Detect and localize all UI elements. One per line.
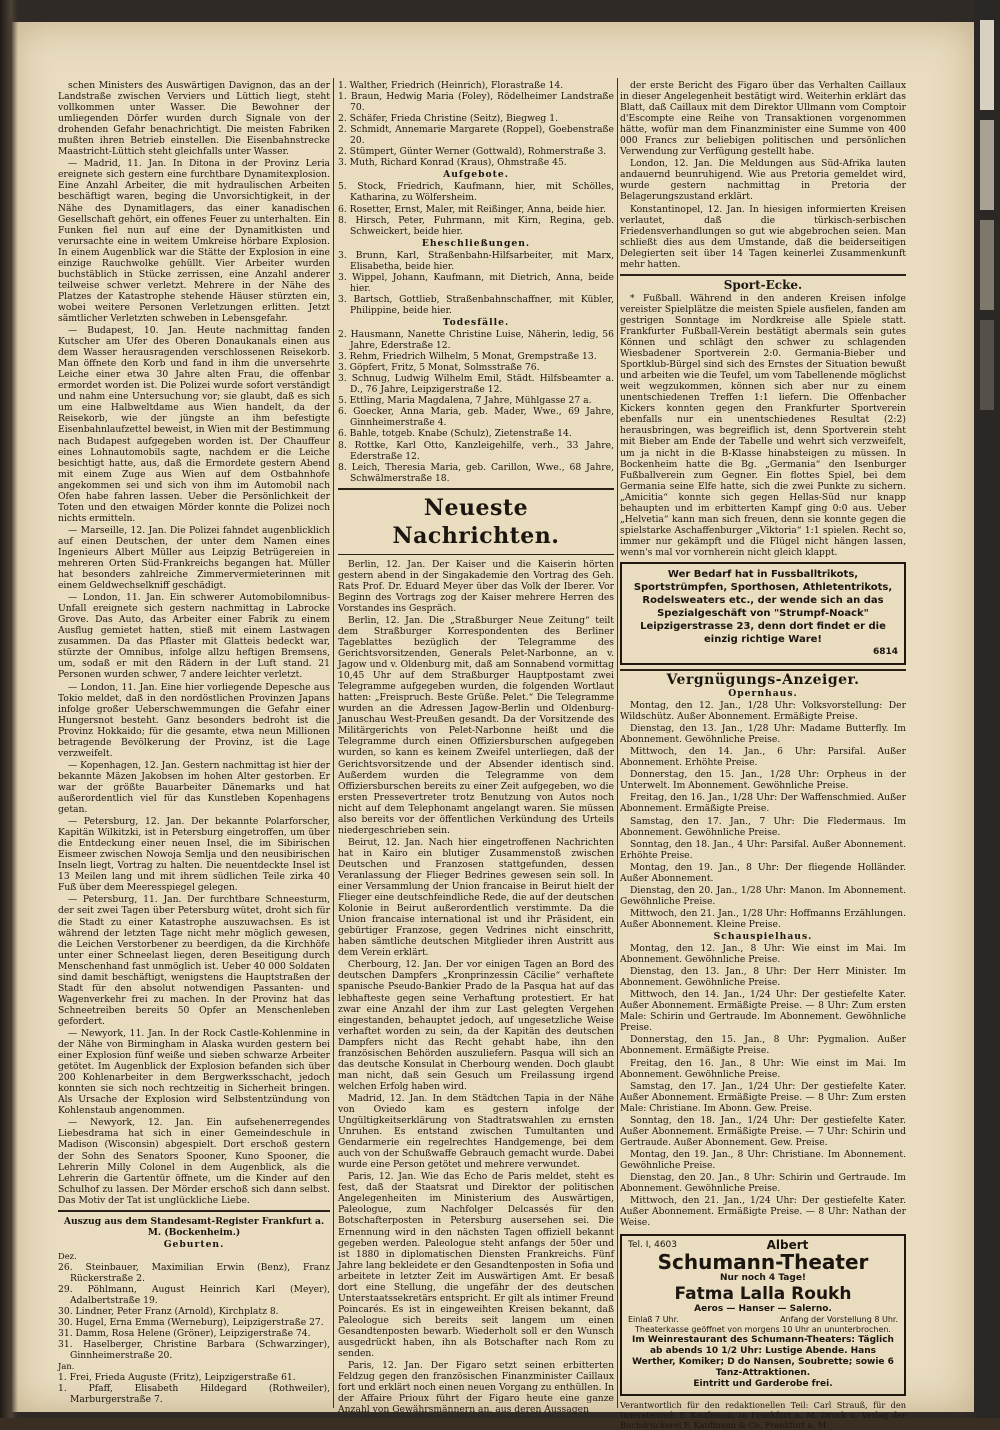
strumpf-noack-ad (620, 562, 906, 665)
theater-name: Schumann-Theater (657, 1250, 869, 1275)
geburten-heading: Geburten. (163, 1238, 225, 1250)
list-item: 1. Frei, Frieda Auguste (Fritz), Leipzigerstraße 61. (58, 1372, 296, 1384)
list-item: 2. Stümpert, Günter Werner (Gottwald), Rohmerstraße 3. (338, 146, 607, 158)
article-paragraph: — London, 11. Jan. Ein schwerer Automobilomnibus-Unfall ereignete sich gestern nachmittag in Labrocke Grove. Das Auto, das Arbeiter einer Fabrik zu einem Ausflug gemietet hatten, stieß mit einem Lastwagen zusammen. Da das Pflaster mit Glatteis bedeckt war, stürzte der Omnibus, infolge allzu heftigen Bremsens, um, sodaß er mit den Rädern in der Luft stand. 21 Personen wurden schwer, 7 andere leichter verletzt. (58, 592, 330, 681)
list-item: 3. Brunn, Karl, Straßenbahn-Hilfsarbeiter, mit Marx, Elisabetha, beide hier. (338, 249, 614, 272)
article-paragraph: — Kopenhagen, 12. Jan. Gestern nachmittag ist hier der bekannte Mäzen Jakobsen im hohen Alter gestorben. Er war der größte Bauarbeiter Dänemarks und hat außerordentlich viel für das Kunstleben Kopenhagens getan. (58, 759, 330, 816)
list-item: 26. Steinbauer, Maximilian Erwin (Benz), Franz Rückerstraße 2. (58, 1261, 330, 1284)
column1-articles (58, 80, 330, 1206)
list-item: 3. Wippel, Johann, Kaufmann, mit Dietrich, Anna, beide hier. (338, 271, 614, 294)
schedule-entry: Freitag, den 16. Jan., 1/28 Uhr: Der Waffenschmied. Außer Abonnement. Ermäßigte Preise. (620, 792, 906, 815)
todesfaelle-heading: Todesfälle. (442, 316, 510, 328)
schedule-entry: Samstag, den 17. Jan., 1/24 Uhr: Der gestiefelte Kater. Außer Abonnement. Ermäßigte Preise. — 8 Uhr: Zum ersten Male: Christiane. Im Abonn. Gew. Preise. (620, 1080, 906, 1114)
column-1 (58, 80, 330, 1410)
section-divider (620, 274, 906, 276)
schauspielhaus-heading: Schauspielhaus. (713, 931, 813, 942)
neueste-nachrichten-heading: Neueste Nachrichten. (392, 494, 560, 549)
theaterkasse-info: Theaterkasse geöffnet von morgens 10 Uhr an ununterbrochen. (635, 1325, 891, 1335)
einlass-time: Einlaß 7 Uhr. (628, 1315, 679, 1325)
schedule-entry: Mittwoch, den 21. Jan., 1/24 Uhr: Der gestiefelte Kater. Außer Abonnement. Ermäßigte Preise. — 8 Uhr: Nathan der Weise. (620, 1195, 906, 1229)
eintritt-info: Eintritt und Garderobe frei. (693, 1379, 833, 1390)
aufgebote-heading: Aufgebote. (443, 169, 509, 181)
schedule-entry: Donnerstag, den 15. Jan., 1/28 Uhr: Orpheus in der Unterwelt. Im Abonnement. Gewöhnliche Preise. (620, 769, 906, 792)
schedule-entry: Montag, den 19. Jan., 8 Uhr: Der fliegende Holländer. Außer Abonnement. (620, 861, 906, 884)
list-item: 3. Rehm, Friedrich Wilhelm, 5 Monat, Grempstraße 13. (338, 351, 597, 363)
list-item: 5. Ettling, Maria Magdalena, 7 Jahre, Mühlgasse 27 a. (338, 395, 592, 407)
section-divider (620, 669, 906, 671)
schedule-entry: Sonntag, den 18. Jan., 4 Uhr: Parsifal. Außer Abonnement. Erhöhte Preise. (620, 838, 906, 861)
telephone-number: Tel. I, 4603 (628, 1240, 678, 1251)
schedule-entry: Dienstag, den 13. Jan., 1/28 Uhr: Madame Butterfly. Im Abonnement. Gewöhnliche Preise. (620, 723, 906, 746)
article-paragraph: — Budapest, 10. Jan. Heute nachmittag fanden Kutscher am Ufer des Oberen Donaukanals einen aus dem Wasser herausragenden verschlossenen Reisekorb. Man öffnete den Korb und fand in ihm die unversehrte Leiche einer etwa 30 Jahre alten Frau, die offenbar ermordet worden ist. Die Polizei wurde sofort verständigt und nahm eine Untersuchung vor; sie glaubt, daß es sich um eine Halbweltdame aus Wien handelt, da der Reisekorb, wie der jüngste an ihm befestigte Eisenbahnlaufzettel beweist, in Wien mit der Bestimmung nach Budapest aufgegeben worden ist. Der Chauffeur eines Lohnautomobils sagte, nachdem er die Leiche besichtigt hatte, aus, daß die Ermordete gestern Abend mit einem Zuge aus Wien auf dem Ostbahnhofe angekommen sei und sich von ihm im Automobil nach Ofen habe fahren lassen. Ueber die Persönlichkeit der Toten und den etwaigen Mörder konnte die Polizei noch nichts ermitteln. (58, 325, 330, 524)
ad-albert-label: Albert (766, 1238, 809, 1253)
nur-noch-label: Nur noch 4 Tage! (719, 1273, 807, 1284)
list-item: 2. Hausmann, Nanette Christine Luise, Näherin, ledig, 56 Jahre, Ederstraße 12. (338, 329, 614, 352)
list-item: 3. Bartsch, Gottlieb, Straßenbahnschaffner, mit Kübler, Philippine, beide hier. (338, 293, 614, 316)
vergnuegungs-anzeiger-heading: Vergnügungs-Anzeiger. (666, 671, 860, 688)
article-paragraph: Beirut, 12. Jan. Nach hier eingetroffenen Nachrichten hat in Kairo ein blutiger Zusammenstoß zwischen Deutschen und Franzosen stattgefunden, dessen Veranlassung der Flieger Bedrines gewesen sein soll. In einer Versammlung der Union francaise in Beirut hielt der Flieger eine deutschfeindliche Rede, die auf der deutschen Kolonie in Beirut außerordentlich verstimmte. Da die Union francaise international ist und ihr Präsident, ein gebürtiger Franzose, gegen Vedrines nicht einschritt, haben sämtliche deutschen Mitglieder ihren Austritt aus dem Verein erklärt. (338, 836, 614, 959)
list-item: 8. Rottke, Karl Otto, Kanzleigehilfe, verh., 33 Jahre, Ederstraße 12. (338, 439, 614, 462)
article-paragraph: — London, 11. Jan. Eine hier vorliegende Depesche aus Tokio meldet, daß in den nordöstlichen Provinzen Japans infolge großer Ueberschwemmungen die Gefahr einer Hungersnot besteht. Ganz besonders bedroht ist die Provinz Hokkaido; für die gesamte, etwa neun Millionen betragende Bevölkerung der Provinz, ist die Lage verzweifelt. (58, 681, 330, 759)
column-rule-2 (617, 78, 618, 1408)
column-3 (620, 80, 906, 1430)
list-item: 3. Göpfert, Fritz, 5 Monat, Solmsstraße 76. (338, 362, 540, 374)
section-divider (58, 1210, 330, 1212)
schedule-entry: Mittwoch, den 21. Jan., 1/28 Uhr: Hoffmanns Erzählungen. Außer Abonnement. Kleine Preise. (620, 907, 906, 930)
imprint-footer: Verantwortlich für den redaktionellen Teil: Carl Strauß, für den Inseratenteil: F. Kaufmann, in Frankfurt a. M. Druck u. Verlag der Buchdruckerei F. Kaufmann & Co. Frankfurt a. M. (620, 1400, 906, 1430)
schedule-entry: Dienstag, den 20. Jan., 8 Uhr: Schirin und Gertraude. Im Abonnement. Gewöhnliche Preise. (620, 1171, 906, 1195)
schedule-entry: Mittwoch, den 14. Jan., 6 Uhr: Parsifal. Außer Abonnement. Erhöhte Preise. (620, 746, 906, 769)
section-divider (338, 488, 614, 490)
list-item: 31. Haselberger, Christine Barbara (Schwarzinger), Ginnheimerstraße 20. (58, 1339, 330, 1362)
article-paragraph: Paris, 12. Jan. Der Figaro setzt seinen erbitterten Feldzug gegen den französischen Finanzminister Caillaux fort und erklärt noch einen neuen Vorgang zu enthüllen. In der Affaire Prioux führt der Figaro heute eine ganze Anzahl von Gewährsmännern an, aus deren Aussagen (338, 1360, 614, 1416)
schedule-entry: Dienstag, den 20. Jan., 1/28 Uhr: Manon. Im Abonnement. Gewöhnliche Preise. (620, 884, 906, 907)
list-item: 8. Hirsch, Peter, Fuhrmann, mit Kirn, Regina, geb. Schweickert, beide hier. (338, 214, 614, 237)
list-item: 6. Goecker, Anna Maria, geb. Mader, Wwe., 69 Jahre, Ginnheimerstraße 4. (338, 406, 614, 429)
supporting-acts: Aeros — Hanser — Salerno. (694, 1304, 832, 1315)
article-paragraph: Konstantinopel, 12. Jan. In hiesigen informierten Kreisen verlautet, daß die türkisch-serbischen Friedensverhandlungen so gut wie abgebrochen seien. Man schließt dies aus dem Umstande, daß die beiderseitigen Delegierten seit über 14 Tagen keinerlei Zusammenkunft mehr hatten. (620, 203, 906, 270)
article-paragraph: Berlin, 12. Jan. Der Kaiser und die Kaiserin hörten gestern abend in der Singakademie den Vortrag des Geh. Rats Prof. Dr. Eduard Meyer über das Volk der Iberer. Vor Beginn des Vortrags zog der Kaiser mehrere Herren des Vorstandes ins Gespräch. (338, 558, 614, 614)
list-item: 2. Schmidt, Annemarie Margarete (Roppel), Goebenstraße 20. (338, 124, 614, 147)
schedule-entry: Montag, den 12. Jan., 1/28 Uhr: Volksvorstellung: Der Wildschütz. Außer Abonnement. Ermäßigte Preise. (620, 700, 906, 723)
list-item: 3. Schnug, Ludwig Wilhelm Emil, Städt. Hilfsbeamter a. D., 76 Jahre, Leipzigerstraße 12. (338, 373, 614, 396)
list-item: 3. Muth, Richard Konrad (Kraus), Ohmstraße 45. (338, 157, 567, 169)
article-paragraph: Madrid, 12. Jan. In dem Städtchen Tapia in der Nähe von Oviedo kam es gestern infolge der Ungültigkeitserklärung von Stadtratswahlen zu ernsten Unruhen. Es entstand zwischen Tumultanten und Gendarmerie ein regelrechtes Handgemenge, bei dem auch von der Schußwaffe Gebrauch gemacht wurde. Dabei wurde eine Person getötet und mehrere verwundet. (338, 1092, 614, 1171)
schedule-entry: Freitag, den 16. Jan., 8 Uhr: Wie einst im Mai. Im Abonnement. Gewöhnliche Preise. (620, 1057, 906, 1080)
article-paragraph: Berlin, 12. Jan. Die „Straßburger Neue Zeitung“ teilt dem Straßburger Korrespondenten des Berliner Tageblattes bezüglich der Telegramme des Gerichtsvorsitzenden, Generals Pelet-Narbonne, an v. Jagow und v. Oldenburg mit, daß am Sonnabend vormittag 10,45 Uhr auf dem Straßburger Hauptpostamt zwei Telegramme aufgegeben wurden, die folgenden Wortlaut hatten: „Freispruch. Beste Grüße. Pelet.“ Die Telegramme wurden an die Adressen Jagow-Berlin und Oldenburg-Januschau West-Preußen gesandt. Da der Vorsitzende des Militärgerichts von Pelet-Narbonne heißt und die Telegramme durch einen Offiziersburschen aufgegeben wurden, so kann es keinem Zweifel unterliegen, daß der Gerichtsvorsitzende und der Absender identisch sind. Außerdem wurden die Telegramme von dem Offiziersburschen bereits zu einer Zeit aufgegeben, wo die ersten Pressevertreter trotz Benutzung von Autos noch nicht auf dem Telephonamt angelangt waren. Sie müssen also bereits vor der öffentlichen Verkündung des Urteils niedergeschrieben sein. (338, 614, 614, 836)
opernhaus-heading: Opernhaus. (728, 688, 798, 700)
list-item: 5. Stock, Friedrich, Kaufmann, hier, mit Schölles, Katharina, zu Wölfersheim. (338, 181, 614, 204)
list-item: 8. Leich, Theresia Maria, geb. Carillon, Wwe., 68 Jahre, Schwälmerstraße 18. (338, 461, 614, 484)
sport-ecke-heading: Sport-Ecke. (723, 277, 803, 292)
schedule-entry: Donnerstag, den 15. Jan., 8 Uhr: Pygmalion. Außer Abonnement. Ermäßigte Preise. (620, 1034, 906, 1057)
article-paragraph: — Madrid, 11. Jan. In Ditona in der Provinz Leria ereignete sich gestern eine furchtbare Dynamitexplosion. Eine Anzahl Arbeiter, die mit hydraulischen Arbeiten beschäftigt waren, beging die Unvorsichtigkeit, in der Nähe des Dynamitlagers, das einer kanadischen Gesellschaft gehört, ein offenes Feuer zu unterhalten. Ein Funken fiel nun auf eine der Dynamitkisten und verursachte eine in weitem Umkreise hörbare Explosion. In einem Augenblick war die Stätte der Explosion in eine einzige Rauchwolke gehüllt. Vier Arbeiter wurden buchstäblich in Stücke zerrissen, eine Anzahl anderer teilweise schwer verletzt. Mehrere in der Nähe des Platzes der Katastrophe stehende Häuser stürzten ein, wobei weitere Personen Verletzungen erlitten. Jetzt sämtlicher Verletzten schweben in Lebensgefahr. (58, 158, 330, 324)
list-item: 30. Hugel, Erna Emma (Werneburg), Leipzigerstraße 27. (58, 1317, 324, 1329)
list-item: 6. Bahle, totgeb. Knabe (Schulz), Zietenstraße 14. (338, 428, 572, 440)
column-2 (338, 80, 614, 1416)
weinrestaurant-info: Im Weinrestaurant des Schumann-Theaters: Täglich ab abends 10 1/2 Uhr: Lustige Abende. Hans Werther, Komiker; D do Nansen, Soubrette; sowie 6 Tanz-Attraktionen. (632, 1335, 894, 1379)
list-item: 1. Pfaff, Elisabeth Hildegard (Rothweiler), Marburgerstraße 7. (58, 1383, 330, 1406)
article-paragraph: schen Ministers des Auswärtigen Davignon, das an der Landstraße zwischen Verviers und Lüttich liegt, steht vollkommen unter Wasser. Die Bewohner der umliegenden Dörfer wurden durch Signale von der drohenden Gefahr benachrichtigt. Die meisten Fabriken mußten ihren Betrieb einstellen. Die Eisenbahnstrecke Maastricht-Lüttich steht gleichfalls unter Wasser. (58, 80, 330, 158)
list-item: 30. Lindner, Peter Franz (Arnold), Kirchplatz 8. (58, 1306, 279, 1318)
list-item: 2. Schäfer, Frieda Christine (Seitz), Biegweg 1. (338, 113, 558, 125)
article-paragraph: — Newyork, 12. Jan. Ein aufsehenerregendes Liebesdrama hat sich in einer Gemeindeschule in Madison (Wisconsin) abgespielt. Dort erschoß gestern der Sohn des Senators Spooner, Kuno Spooner, die Lehrerin Milly Colonel in dem Augenblick, als die Lehrerin die Gartentür öffnete, um die Kinder auf den Schulhof zu lassen. Der Mörder erschoß sich dann selbst. Das Motiv der Tat ist unglückliche Liebe. (58, 1117, 330, 1206)
schedule-entry: Montag, den 19. Jan., 8 Uhr: Christiane. Im Abonnement. Gewöhnliche Preise. (620, 1148, 906, 1171)
article-paragraph: Paris, 12. Jan. Wie das Echo de Paris meldet, steht es fest, daß der Staatsrat und Direktor der politischen Angelegenheiten im Ministerium des Auswärtigen, Paleologue, zum Nachfolger Delcassés für den Botschafterposten in Petersburg ausersehen sei. Die Ernennung wird in den nächsten Tagen offiziell bekannt gegeben werden. Paleologue steht anfangs der 50er und ist 1880 in diplomatischen Diensten Frankreichs. Fünf Jahre lang bekleidete er den Gesandtenposten in Sofia und arbeitete in letzter Zeit im Auswärtigen Amt. Er besaß dort eine Stellung, die ungefähr der des deutschen Unterstaatssekretärs entspricht. Er gilt als intimer Freund Poincarés. Es ist in eingeweihten Kreisen bekannt, daß Paleologue sich bereits seit langem um einen Gesandtenposten bewarb. Wiederholt soll er den Wunsch ausgedrückt haben, ihn als Botschafter nach Rom zu senden. (338, 1171, 614, 1360)
month-label: Dez. (58, 1250, 77, 1261)
headline-act: Fatma Lalla Roukh (674, 1284, 852, 1305)
section-divider (338, 554, 614, 555)
schedule-entry: Mittwoch, den 14. Jan., 1/24 Uhr: Der gestiefelte Kater. Außer Abonnement. Ermäßigte Preise. — 8 Uhr: Zum ersten Male: Schirin und Gertraude. Im Abonnement. Gewöhnliche Preise. (620, 989, 906, 1034)
ad-text: Wer Bedarf hat in Fussballtrikots, Sportstrümpfen, Sporthosen, Athletentrikots, Rodelsweaters etc., der wende sich an das Spezialgeschäft von "Strumpf-Noack" Leipzigerstrasse 23, denn dort findet er die einzig richtige Ware! (633, 568, 893, 645)
schedule-entry: Montag, den 12. Jan., 8 Uhr: Wie einst im Mai. Im Abonnement. Gewöhnliche Preise. (620, 943, 906, 966)
article-paragraph: der erste Bericht des Figaro über das Verhalten Caillaux in dieser Angelegenheit bestätigt wird. Weiterhin erklärt das Blatt, daß Caillaux mit dem Direktor Ullmann vom Comptoir d'Escompte eine Reihe von Transaktionen vorgenommen hätte, wofür man dem Finanzminister eine Summe von 400 000 Francs zur beliebigen politischen und persönlichen Verwendung zur Verfügung gestellt habe. (620, 80, 906, 158)
column-rule-1 (333, 78, 334, 1408)
month-label: Jan. (58, 1361, 75, 1372)
list-item: 29. Pöhlmann, August Heinrich Karl (Meyer), Adalbertstraße 19. (58, 1284, 330, 1307)
article-paragraph: — Petersburg, 11. Jan. Der furchtbare Schneesturm, der seit zwei Tagen über Petersburg wütet, droht sich für die Stadt zu einer Katastrophe auszuwachsen. Es ist während der letzten Tage nicht mehr möglich gewesen, die Leichen Verstorbener zu beerdigen, da die Kirchhöfe unter einer Schneelast liegen, deren Beseitigung durch Menschenhand fast unmöglich ist. Ueber 40 000 Soldaten sind damit beschäftigt, wenigstens die Hauptstraßen der Stadt für den absolut notwendigen Passanten- und Wagenverkehr frei zu machen. In der Provinz hat das Schneetreiben bereits 50 Opfer an Menschenleben gefordert. (58, 894, 330, 1027)
eheschliessungen-heading: Eheschließungen. (421, 237, 531, 249)
schedule-entry: Samstag, den 17. Jan., 7 Uhr: Die Fledermaus. Im Abonnement. Gewöhnliche Preise. (620, 815, 906, 838)
article-paragraph: — Petersburg, 12. Jan. Der bekannte Polarforscher, Kapitän Wilkitzki, ist in Petersburg eingetroffen, um über die Entdeckung einer neuen Insel, die im Sibirischen Eismeer zwischen Nowoja Semlja und den neusibirischen Inseln liegt, Vortrag zu halten. Die neuentdeckte Insel ist 13 Meilen lang und mit ihrem südlichen Teile zirka 40 Fuß über dem Meeresspiegel gelegen. (58, 816, 330, 894)
list-item: 1. Walther, Friedrich (Heinrich), Florastraße 14. (338, 80, 564, 91)
standesamt-heading: Auszug aus dem Standesamt-Register Frankfurt a. M. (Bockenheim.) (63, 1215, 325, 1238)
list-item: 6. Rosetter, Ernst, Maler, mit Reißinger, Anna, beide hier. (338, 203, 607, 215)
article-paragraph: London, 12. Jan. Die Meldungen aus Süd-Afrika lauten andauernd beunruhigend. Wie aus Pretoria gemeldet wird, wurde gestern nachmittag in Pretoria der Belagerungszustand erklärt. (620, 158, 906, 203)
list-item: 31. Damm, Rosa Helene (Gröner), Leipzigerstraße 74. (58, 1328, 311, 1340)
schedule-entry: Sonntag, den 18. Jan., 1/24 Uhr: Der gestiefelte Kater. Außer Abonnement. Ermäßigte Preise. — 7 Uhr: Schirin und Gertraude. Außer Abonnement. Gew. Preise. (620, 1114, 906, 1148)
article-paragraph: — Marseille, 12. Jan. Die Polizei fahndet augenblicklich auf einen Deutschen, der unter dem Namen eines Ingenieurs Albert Müller aus Leipzig Betrügereien in mehreren Orten Süd-Frankreichs begangen hat. Müller hat besonders zahlreiche Zimmervermieterinnen mit einem Geldwechselkniff geschädigt. (58, 524, 330, 592)
schedule-entry: Dienstag, den 13. Jan., 8 Uhr: Der Herr Minister. Im Abonnement. Gewöhnliche Preise. (620, 966, 906, 989)
ad-reference-number: 6814 (872, 646, 898, 657)
anfang-time: Anfang der Vorstellung 8 Uhr. (780, 1315, 898, 1325)
color-scale-bar (974, 0, 1000, 1418)
article-paragraph: Cherbourg, 12. Jan. Der vor einigen Tagen an Bord des deutschen Dampfers „Kronprinzessin Cäcilie“ verhaftete spanische Pseudo-Bankier Prado de la Pasqua hat auf das lebhafteste gegen seine Verhaftung protestiert. Er hat zwar eine Anzahl der ihm zur Last gelegten Vergehen eingestanden, behauptet jedoch, auf ungesetzliche Weise verhaftet worden zu sein, da der Kapitän des deutschen Dampfers nicht das Recht gehabt habe, ihn den französischen Behörden auszuliefern. Pasqua will sich an das deutsche Konsulat in Cherbourg wenden. Doch glaubt man nicht, daß sein Gesuch um Freilassung irgend welchen Erfolg haben wird. (338, 959, 614, 1092)
page-fold-shadow (0, 0, 18, 1418)
schumann-theater-ad (620, 1234, 906, 1396)
sport-paragraph: * Fußball. Während in den anderen Kreisen infolge vereister Spielplätze die meisten Spiele ausfielen, fanden am gestrigen Sonntage im Nordkreise alle Spiele statt. Frankfurter Fußball-Verein bestätigt abermals sein gutes Können und schlägt den schwer zu schlagenden Wiesbadener Sportverein 2:0. Germania-Bieber und Sportklub-Bürgel sind sich des Ernstes der Situation bewußt und arbeiten wie die Teufel, um vom Tabellenende möglichst weit wegzukommen, können sich aber nur zu einem unentschiedenen Treffen 1:1 liefern. Die Offenbacher Kickers konnten gegen den Frankfurter Sportverein ebenfalls nur ein unentschiedenes Resultat (2:2) herausbringen, was begreiflich ist, denn Sportverein steht mit Bieber am Ende der Tabelle und wehrt sich verzweifelt, um ja nicht in die B-Klasse hinabsteigen zu müssen. In Bockenheim hatte die Bg. „Germania“ den Isenburger Fußballverein zum Gegner. Ein flottes Spiel, bei dem Germania seine Elfe hatte, sich die zwei Punkte zu sichern. „Amicitia“ konnte sich gegen Hellas-Süd nur knapp behaupten und im erbitterten Kampf ging 0:0 aus. Ueber „Helvetia“ kann man sich freuen, denn sie konnte gegen die spielstarke Aschaffenburger „Viktoria“ 1:1 spielen. Recht so, immer nur gekämpft und die Flügel nicht hängen lassen, wenn's mal vor vornherein nicht gleich klappt. (620, 292, 906, 558)
list-item: 1. Braun, Hedwig Maria (Foley), Rödelheimer Landstraße 70. (338, 91, 614, 114)
article-paragraph: — Newyork, 11. Jan. In der Rock Castle-Kohlenmine in der Nähe von Birmingham in Alaska wurden gestern bei einer Explosion fünf weiße und sieben schwarze Arbeiter getötet. Im Augenblick der Explosion befanden sich über 200 Kohlenarbeiter in dem Bergwerksschacht, jedoch konnten sie sich noch rechtzeitig in Sicherheit bringen. Als Ursache der Explosion wird Selbstentzündung von Kohlenstaub angenommen. (58, 1027, 330, 1117)
